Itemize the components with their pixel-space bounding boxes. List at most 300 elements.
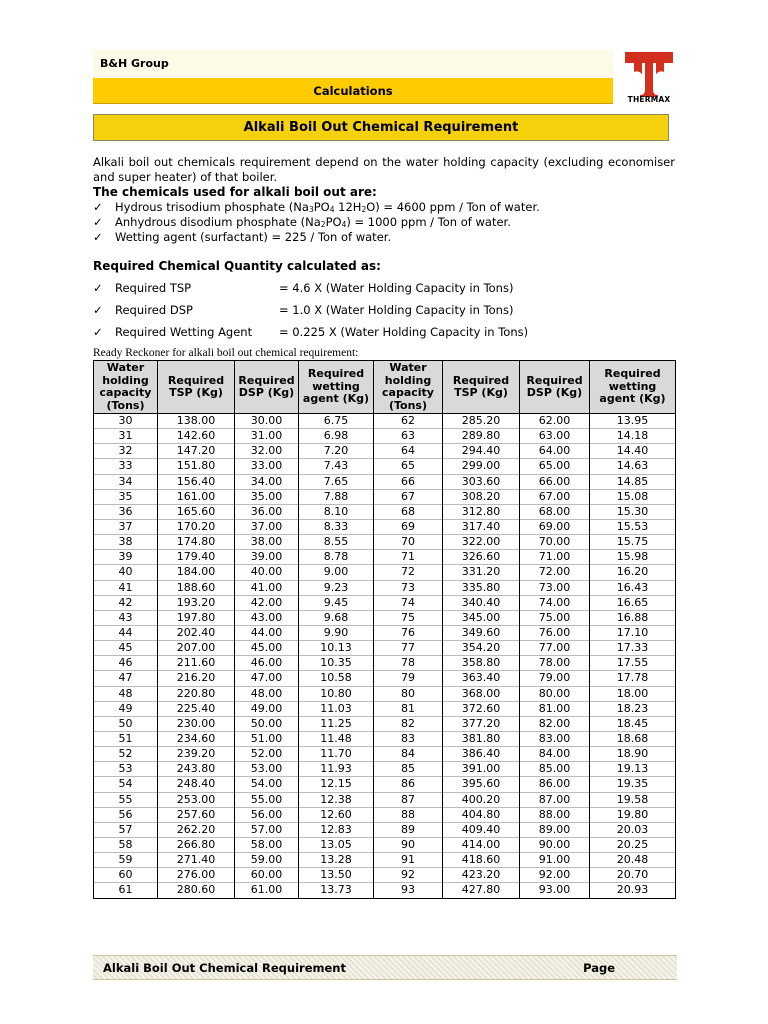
table-cell: 64.00	[520, 444, 590, 459]
table-cell: 395.60	[443, 777, 520, 792]
table-cell: 55.00	[235, 792, 299, 807]
table-cell: 68.00	[520, 504, 590, 519]
table-cell: 11.93	[299, 762, 374, 777]
table-cell: 92	[374, 868, 443, 883]
table-cell: 35	[94, 489, 158, 504]
table-cell: 75	[374, 610, 443, 625]
table-cell: 400.20	[443, 792, 520, 807]
table-cell: 34	[94, 474, 158, 489]
table-cell: 8.55	[299, 535, 374, 550]
table-row	[94, 777, 676, 792]
table-cell: 18.45	[590, 716, 676, 731]
table-cell: 90	[374, 837, 443, 852]
table-row	[94, 671, 676, 686]
table-cell: 280.60	[158, 883, 235, 898]
table-cell: 60.00	[235, 868, 299, 883]
table-row	[94, 747, 676, 762]
table-row	[94, 595, 676, 610]
table-cell: 184.00	[158, 565, 235, 580]
table-row	[94, 474, 676, 489]
table-cell: 14.63	[590, 459, 676, 474]
table-cell: 15.08	[590, 489, 676, 504]
table-cell: 8.10	[299, 504, 374, 519]
table-cell: 9.90	[299, 625, 374, 640]
table-cell: 37.00	[235, 519, 299, 534]
table-cell: 41.00	[235, 580, 299, 595]
table-cell: 77.00	[520, 641, 590, 656]
table-cell: 72.00	[520, 565, 590, 580]
table-cell: 151.80	[158, 459, 235, 474]
table-cell: 75.00	[520, 610, 590, 625]
table-cell: 42	[94, 595, 158, 610]
table-cell: 88.00	[520, 807, 590, 822]
table-cell: 52	[94, 747, 158, 762]
table-cell: 414.00	[443, 837, 520, 852]
table-cell: 70.00	[520, 535, 590, 550]
table-cell: 30.00	[235, 414, 299, 429]
table-cell: 248.40	[158, 777, 235, 792]
reckoner-caption: Ready Reckoner for alkali boil out chemical requirement:	[93, 347, 359, 359]
column-header: Required wetting agent (Kg)	[299, 361, 374, 414]
table-row	[94, 868, 676, 883]
table-row	[94, 807, 676, 822]
table-cell: 36.00	[235, 504, 299, 519]
reckoner-table	[93, 360, 676, 899]
table-cell: 179.40	[158, 550, 235, 565]
table-cell: 74.00	[520, 595, 590, 610]
table-cell: 262.20	[158, 822, 235, 837]
table-cell: 202.40	[158, 625, 235, 640]
table-row	[94, 701, 676, 716]
table-cell: 19.58	[590, 792, 676, 807]
table-cell: 211.60	[158, 656, 235, 671]
table-cell: 47.00	[235, 671, 299, 686]
table-cell: 9.45	[299, 595, 374, 610]
table-cell: 65	[374, 459, 443, 474]
table-cell: 266.80	[158, 837, 235, 852]
table-cell: 50	[94, 716, 158, 731]
table-cell: 14.18	[590, 429, 676, 444]
logo-mark	[625, 52, 673, 97]
table-row	[94, 656, 676, 671]
table-cell: 386.40	[443, 747, 520, 762]
table-cell: 225.40	[158, 701, 235, 716]
table-cell: 20.48	[590, 853, 676, 868]
table-cell: 85	[374, 762, 443, 777]
table-cell: 12.83	[299, 822, 374, 837]
table-cell: 12.38	[299, 792, 374, 807]
table-cell: 147.20	[158, 444, 235, 459]
chemical-item-dsp	[93, 215, 653, 230]
table-cell: 317.40	[443, 519, 520, 534]
chemical-item-wetting	[93, 230, 653, 245]
table-cell: 13.73	[299, 883, 374, 898]
table-cell: 66	[374, 474, 443, 489]
table-cell: 377.20	[443, 716, 520, 731]
table-cell: 15.98	[590, 550, 676, 565]
table-cell: 193.20	[158, 595, 235, 610]
table-cell: 49	[94, 701, 158, 716]
table-row	[94, 535, 676, 550]
table-cell: 31	[94, 429, 158, 444]
table-cell: 253.00	[158, 792, 235, 807]
chemical-text: Hydrous trisodium phosphate ($Na_3PO_4$ $12H_2O) = 4600$ ppm / Ton of water.	[115, 200, 540, 214]
logo-mark-cut	[634, 63, 642, 74]
formula-tsp	[93, 281, 513, 295]
table-cell: 56.00	[235, 807, 299, 822]
table-cell: 51	[94, 731, 158, 746]
table-cell: 10.58	[299, 671, 374, 686]
table-row	[94, 504, 676, 519]
header-band	[93, 50, 613, 78]
table-cell: 234.60	[158, 731, 235, 746]
table-cell: 13.05	[299, 837, 374, 852]
table-cell: 40.00	[235, 565, 299, 580]
footer-page-label: Page	[583, 961, 615, 975]
group-name: B&H Group	[100, 57, 169, 70]
table-cell: 39.00	[235, 550, 299, 565]
table-cell: 289.80	[443, 429, 520, 444]
table-cell: 89	[374, 822, 443, 837]
table-cell: 17.78	[590, 671, 676, 686]
table-cell: 381.80	[443, 731, 520, 746]
table-cell: 276.00	[158, 868, 235, 883]
table-cell: 18.00	[590, 686, 676, 701]
table-cell: 11.25	[299, 716, 374, 731]
table-row	[94, 459, 676, 474]
table-cell: 37	[94, 519, 158, 534]
table-cell: 331.20	[443, 565, 520, 580]
table-cell: 12.60	[299, 807, 374, 822]
table-cell: 404.80	[443, 807, 520, 822]
table-cell: 230.00	[158, 716, 235, 731]
table-cell: 79	[374, 671, 443, 686]
table-cell: 7.43	[299, 459, 374, 474]
table-cell: 54.00	[235, 777, 299, 792]
table-cell: 58	[94, 837, 158, 852]
table-cell: 54	[94, 777, 158, 792]
table-cell: 6.75	[299, 414, 374, 429]
table-cell: 65.00	[520, 459, 590, 474]
logo-mark-cut-right	[656, 63, 664, 74]
table-cell: 188.60	[158, 580, 235, 595]
table-cell: 391.00	[443, 762, 520, 777]
table-cell: 88	[374, 807, 443, 822]
table-cell: 13.95	[590, 414, 676, 429]
table-cell: 11.03	[299, 701, 374, 716]
table-row	[94, 444, 676, 459]
table-cell: 368.00	[443, 686, 520, 701]
table-cell: 16.65	[590, 595, 676, 610]
table-cell: 78	[374, 656, 443, 671]
table-cell: 10.35	[299, 656, 374, 671]
table-cell: 93.00	[520, 883, 590, 898]
table-cell: 82	[374, 716, 443, 731]
table-cell: 57	[94, 822, 158, 837]
table-cell: 51.00	[235, 731, 299, 746]
table-cell: 349.60	[443, 625, 520, 640]
table-cell: 36	[94, 504, 158, 519]
table-cell: 38	[94, 535, 158, 550]
table-cell: 16.43	[590, 580, 676, 595]
table-cell: 354.20	[443, 641, 520, 656]
table-cell: 16.88	[590, 610, 676, 625]
table-cell: 423.20	[443, 868, 520, 883]
table-cell: 8.33	[299, 519, 374, 534]
table-cell: 34.00	[235, 474, 299, 489]
table-cell: 20.03	[590, 822, 676, 837]
logo-text: THERMAX	[627, 95, 671, 104]
table-row	[94, 565, 676, 580]
table-cell: 340.40	[443, 595, 520, 610]
table-body	[94, 414, 676, 899]
table-cell: 257.60	[158, 807, 235, 822]
check-icon: ✓	[93, 303, 103, 317]
table-cell: 13.28	[299, 853, 374, 868]
table-cell: 308.20	[443, 489, 520, 504]
table-cell: 220.80	[158, 686, 235, 701]
table-cell: 86	[374, 777, 443, 792]
table-cell: 87.00	[520, 792, 590, 807]
table-cell: 20.25	[590, 837, 676, 852]
table-cell: 56	[94, 807, 158, 822]
column-header: Required DSP (Kg)	[520, 361, 590, 414]
table-cell: 285.20	[443, 414, 520, 429]
chemicals-heading: The chemicals used for alkali boil out are:	[93, 185, 377, 199]
table-cell: 40	[94, 565, 158, 580]
table-cell: 197.80	[158, 610, 235, 625]
table-cell: 62	[374, 414, 443, 429]
table-cell: 15.53	[590, 519, 676, 534]
table-row	[94, 519, 676, 534]
table-cell: 76	[374, 625, 443, 640]
table-cell: 18.23	[590, 701, 676, 716]
table-cell: 42.00	[235, 595, 299, 610]
table-cell: 66.00	[520, 474, 590, 489]
table-cell: 10.13	[299, 641, 374, 656]
table-cell: 53.00	[235, 762, 299, 777]
table-row	[94, 837, 676, 852]
column-header: Required DSP (Kg)	[235, 361, 299, 414]
table-cell: 73	[374, 580, 443, 595]
table-cell: 76.00	[520, 625, 590, 640]
table-cell: 59	[94, 853, 158, 868]
table-cell: 41	[94, 580, 158, 595]
table-cell: 345.00	[443, 610, 520, 625]
table-cell: 10.80	[299, 686, 374, 701]
table-cell: 418.60	[443, 853, 520, 868]
check-icon: ✓	[93, 230, 103, 244]
table-cell: 85.00	[520, 762, 590, 777]
table-row	[94, 883, 676, 898]
table-cell: 372.60	[443, 701, 520, 716]
table-cell: 89.00	[520, 822, 590, 837]
table-cell: 358.80	[443, 656, 520, 671]
table-cell: 81.00	[520, 701, 590, 716]
table-cell: 59.00	[235, 853, 299, 868]
table-row	[94, 686, 676, 701]
table-cell: 239.20	[158, 747, 235, 762]
table-cell: 299.00	[443, 459, 520, 474]
column-header: Water holding capacity (Tons)	[94, 361, 158, 414]
table-cell: 138.00	[158, 414, 235, 429]
column-header: Water holding capacity (Tons)	[374, 361, 443, 414]
table-cell: 83.00	[520, 731, 590, 746]
table-cell: 80.00	[520, 686, 590, 701]
table-cell: 90.00	[520, 837, 590, 852]
table-cell: 303.60	[443, 474, 520, 489]
check-icon: ✓	[93, 281, 103, 295]
table-row	[94, 414, 676, 429]
table-cell: 7.65	[299, 474, 374, 489]
table-cell: 170.20	[158, 519, 235, 534]
check-icon: ✓	[93, 215, 103, 229]
section-title: Calculations	[93, 78, 613, 104]
table-cell: 63.00	[520, 429, 590, 444]
table-cell: 16.20	[590, 565, 676, 580]
table-cell: 9.68	[299, 610, 374, 625]
table-cell: 78.00	[520, 656, 590, 671]
column-header: Required TSP (Kg)	[158, 361, 235, 414]
table-cell: 20.70	[590, 868, 676, 883]
table-cell: 294.40	[443, 444, 520, 459]
table-cell: 55	[94, 792, 158, 807]
column-header: Required TSP (Kg)	[443, 361, 520, 414]
table-cell: 61.00	[235, 883, 299, 898]
table-cell: 82.00	[520, 716, 590, 731]
formula-dsp	[93, 303, 513, 317]
table-cell: 79.00	[520, 671, 590, 686]
table-row	[94, 429, 676, 444]
table-cell: 70	[374, 535, 443, 550]
table-cell: 53	[94, 762, 158, 777]
table-cell: 91	[374, 853, 443, 868]
table-cell: 45.00	[235, 641, 299, 656]
table-cell: 86.00	[520, 777, 590, 792]
page-title: Alkali Boil Out Chemical Requirement	[93, 114, 669, 141]
table-cell: 322.00	[443, 535, 520, 550]
table-cell: 31.00	[235, 429, 299, 444]
table-cell: 20.93	[590, 883, 676, 898]
table-header-row	[94, 361, 676, 414]
formula-label: Required TSP	[115, 281, 192, 295]
table-cell: 67	[374, 489, 443, 504]
table-cell: 326.60	[443, 550, 520, 565]
calc-heading: Required Chemical Quantity calculated as:	[93, 259, 381, 273]
table-cell: 18.68	[590, 731, 676, 746]
table-cell: 46.00	[235, 656, 299, 671]
table-cell: 312.80	[443, 504, 520, 519]
table-cell: 19.35	[590, 777, 676, 792]
table-cell: 69	[374, 519, 443, 534]
table-cell: 13.50	[299, 868, 374, 883]
table-row	[94, 822, 676, 837]
table-cell: 77	[374, 641, 443, 656]
table-cell: 15.75	[590, 535, 676, 550]
table-cell: 243.80	[158, 762, 235, 777]
table-cell: 84	[374, 747, 443, 762]
table-row	[94, 716, 676, 731]
table-cell: 207.00	[158, 641, 235, 656]
check-icon: ✓	[93, 200, 103, 214]
table-row	[94, 550, 676, 565]
table-row	[94, 489, 676, 504]
table-cell: 72	[374, 565, 443, 580]
table-cell: 32	[94, 444, 158, 459]
table-cell: 69.00	[520, 519, 590, 534]
table-cell: 52.00	[235, 747, 299, 762]
table-cell: 44.00	[235, 625, 299, 640]
table-cell: 46	[94, 656, 158, 671]
table-cell: 17.33	[590, 641, 676, 656]
table-cell: 11.48	[299, 731, 374, 746]
formula-expression: = 1.0 X (Water Holding Capacity in Tons)	[279, 303, 514, 317]
table-cell: 92.00	[520, 868, 590, 883]
table-cell: 6.98	[299, 429, 374, 444]
table-cell: 35.00	[235, 489, 299, 504]
table-cell: 80	[374, 686, 443, 701]
table-cell: 14.40	[590, 444, 676, 459]
table-cell: 12.15	[299, 777, 374, 792]
table-cell: 14.85	[590, 474, 676, 489]
table-cell: 71.00	[520, 550, 590, 565]
table-cell: 57.00	[235, 822, 299, 837]
table-cell: 174.80	[158, 535, 235, 550]
table-cell: 7.88	[299, 489, 374, 504]
chemical-text: Wetting agent (surfactant) = 225 / Ton of water.	[115, 230, 392, 244]
column-header: Required wetting agent (Kg)	[590, 361, 676, 414]
table-cell: 84.00	[520, 747, 590, 762]
table-cell: 19.13	[590, 762, 676, 777]
table-cell: 74	[374, 595, 443, 610]
table-cell: 17.10	[590, 625, 676, 640]
table-cell: 15.30	[590, 504, 676, 519]
table-cell: 142.60	[158, 429, 235, 444]
table-cell: 62.00	[520, 414, 590, 429]
table-cell: 165.60	[158, 504, 235, 519]
table-cell: 61	[94, 883, 158, 898]
table-cell: 71	[374, 550, 443, 565]
table-cell: 32.00	[235, 444, 299, 459]
table-cell: 49.00	[235, 701, 299, 716]
table-cell: 50.00	[235, 716, 299, 731]
formula-expression: = 4.6 X (Water Holding Capacity in Tons)	[279, 281, 514, 295]
table-cell: 30	[94, 414, 158, 429]
table-row	[94, 625, 676, 640]
table-cell: 335.80	[443, 580, 520, 595]
intro-paragraph: Alkali boil out chemicals requirement depend on the water holding capacity (excluding economiser and super heater) of that boiler.	[93, 155, 675, 184]
table-cell: 43.00	[235, 610, 299, 625]
table-cell: 43	[94, 610, 158, 625]
table-cell: 45	[94, 641, 158, 656]
table-row	[94, 731, 676, 746]
chemicals-list	[93, 200, 653, 245]
footer-bar	[93, 955, 677, 980]
table-cell: 44	[94, 625, 158, 640]
table-cell: 33.00	[235, 459, 299, 474]
table-row	[94, 853, 676, 868]
table-cell: 81	[374, 701, 443, 716]
table-cell: 9.23	[299, 580, 374, 595]
table-cell: 63	[374, 429, 443, 444]
table-cell: 409.40	[443, 822, 520, 837]
table-cell: 161.00	[158, 489, 235, 504]
table-cell: 38.00	[235, 535, 299, 550]
table-cell: 48.00	[235, 686, 299, 701]
table-cell: 11.70	[299, 747, 374, 762]
table-cell: 7.20	[299, 444, 374, 459]
formula-expression: = 0.225 X (Water Holding Capacity in Tons)	[279, 325, 529, 339]
